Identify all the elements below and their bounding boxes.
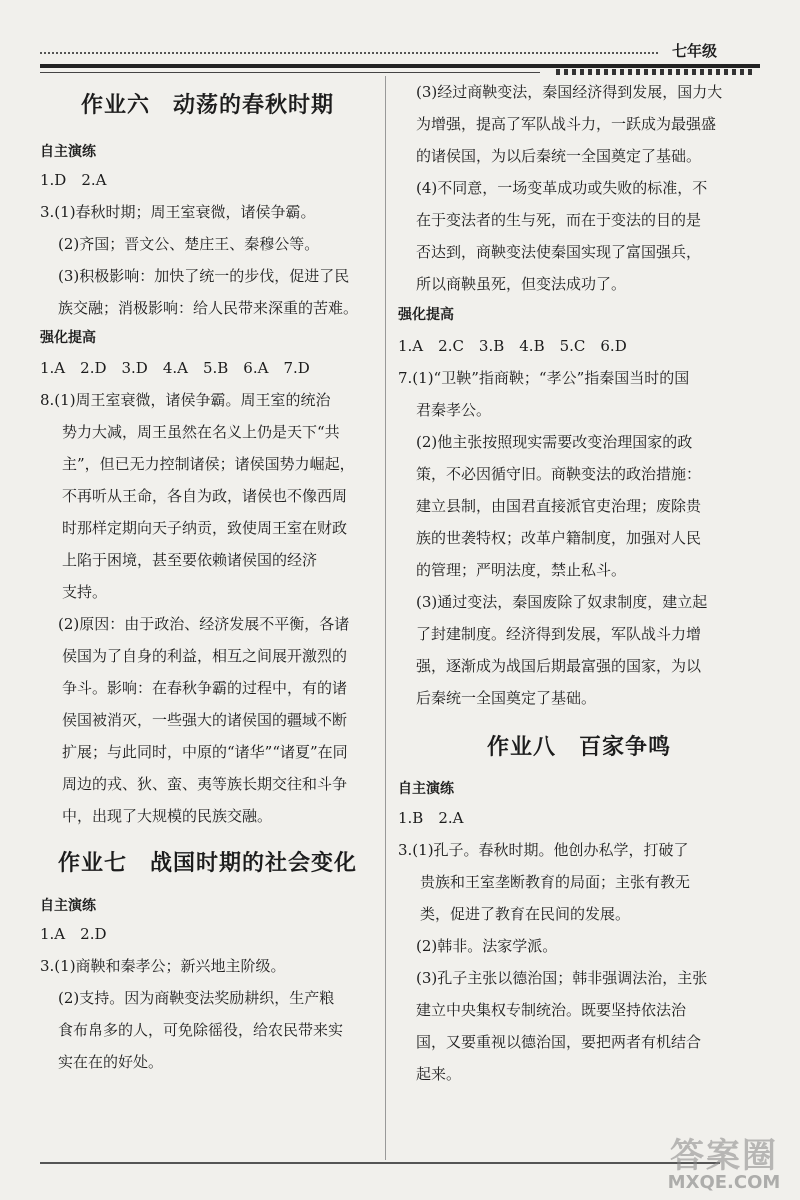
answer-line: (3)孔子主张以德治国；韩非强调法治，主张 xyxy=(416,969,708,987)
answer-line: 的诸侯国，为以后秦统一全国奠定了基础。 xyxy=(416,147,702,165)
answer-line: 侯国为了自身的利益，相互之间展开激烈的 xyxy=(62,647,348,665)
answer-line: (3)经过商鞅变法，秦国经济得到发展，国力大 xyxy=(416,83,723,101)
header-grade: 七年级 xyxy=(672,42,718,60)
answer-line: (2)他主张按照现实需要改变治理国家的政 xyxy=(416,433,693,451)
watermark-url: MXQE.COM xyxy=(667,1172,781,1193)
answer-line: 上陷于困境，甚至要依赖诸侯国的经济 xyxy=(62,551,318,569)
header-rule xyxy=(40,64,760,68)
answer-line: (2)支持。因为商鞅变法奖励耕织，生产粮 xyxy=(58,989,335,1007)
right-column xyxy=(398,76,760,1090)
answer-line: 周边的戎、狄、蛮、夷等族长期交往和斗争 xyxy=(62,775,348,793)
answer-line: 8.(1)周王室衰微，诸侯争霸。周王室的统治 xyxy=(40,391,331,409)
answer-line: 1.A 2.C 3.B 4.B 5.C 6.D xyxy=(398,337,627,355)
subheading-practice: 自主演练 xyxy=(40,144,96,160)
subheading-improve: 强化提高 xyxy=(40,330,96,346)
answer-line: 起来。 xyxy=(416,1065,462,1083)
section-title-7: 作业七 战国时期的社会变化 xyxy=(57,851,357,876)
answer-line: 不再听从王命，各自为政，诸侯也不像西周 xyxy=(62,487,348,505)
answer-line: 强，逐渐成为战国后期最富强的国家，为以 xyxy=(416,657,702,675)
answer-line: 类，促进了教育在民间的发展。 xyxy=(420,905,631,923)
subheading-practice: 自主演练 xyxy=(398,781,454,797)
answer-line: 的管理；严明法度，禁止私斗。 xyxy=(416,561,627,579)
answer-line: 1.D 2.A xyxy=(40,171,107,189)
answer-line: 建立中央集权专制统治。既要坚持依法治 xyxy=(416,1001,687,1019)
answer-line: 3.(1)孔子。春秋时期。他创办私学，打破了 xyxy=(398,841,689,859)
answer-line: (2)韩非。法家学派。 xyxy=(416,937,558,955)
answer-line: 族交融；消极影响：给人民带来深重的苦难。 xyxy=(58,299,359,317)
answer-line: 否达到，商鞅变法使秦国实现了富国强兵， xyxy=(416,243,702,261)
answer-line: (2)齐国；晋文公、楚庄王、秦穆公等。 xyxy=(58,235,320,253)
answer-line: 侯国被消灭，一些强大的诸侯国的疆域不断 xyxy=(62,711,348,729)
answer-line: 势力大减，周王虽然在名义上仍是天下“共 xyxy=(62,423,340,441)
answer-line: 时那样定期向天子纳贡，致使周王室在财政 xyxy=(62,519,348,537)
answer-line: 君秦孝公。 xyxy=(416,401,492,419)
answer-line: (2)原因：由于政治、经济发展不平衡，各诸 xyxy=(58,615,350,633)
watermark-text: 答案圈 xyxy=(670,1136,778,1176)
answer-line: 族的世袭特权；改革户籍制度，加强对人民 xyxy=(416,529,702,547)
answer-line: (3)通过变法，秦国废除了奴隶制度，建立起 xyxy=(416,593,708,611)
answer-line: 所以商鞅虽死，但变法成功了。 xyxy=(416,275,627,293)
answer-line: 扩展；与此同时，中原的“诸华”“诸夏”在同 xyxy=(62,743,348,761)
answer-line: 在于变法者的生与死，而在于变法的目的是 xyxy=(416,211,702,229)
answer-line: 策，不必因循守旧。商鞅变法的政治措施： xyxy=(416,465,702,483)
answer-line: (3)积极影响：加快了统一的步伐，促进了民 xyxy=(58,267,350,285)
answer-line: 主”，但已无力控制诸侯；诸侯国势力崛起， xyxy=(62,455,355,473)
answer-line: 国，又要重视以德治国，要把两者有机结合 xyxy=(416,1033,702,1051)
watermark-logo xyxy=(650,1128,798,1196)
answer-line: 7.(1)“卫鞅”指商鞅；“孝公”指秦国当时的国 xyxy=(398,369,690,387)
answer-line: 贵族和王室垄断教育的局面；主张有教无 xyxy=(420,873,691,891)
section-title-6: 作业六 动荡的春秋时期 xyxy=(80,93,334,118)
left-column xyxy=(40,76,375,1078)
answer-line: (4)不同意，一场变革成功或失败的标准，不 xyxy=(416,179,708,197)
subheading-improve: 强化提高 xyxy=(398,307,454,323)
footer-rule xyxy=(40,1162,720,1164)
column-divider xyxy=(385,76,386,1160)
header-dotted-line xyxy=(40,52,658,54)
answer-line: 实在在的好处。 xyxy=(58,1053,164,1071)
answer-line: 争斗。影响：在春秋争霸的过程中，有的诸 xyxy=(62,679,348,697)
answer-line: 了封建制度。经济得到发展，军队战斗力增 xyxy=(416,625,702,643)
header-thin-rule xyxy=(40,72,540,73)
answer-line: 1.A 2.D 3.D 4.A 5.B 6.A 7.D xyxy=(40,359,310,377)
subheading-practice: 自主演练 xyxy=(40,898,96,914)
section-title-8: 作业八 百家争鸣 xyxy=(486,735,671,760)
answer-line: 支持。 xyxy=(62,583,108,601)
answer-line: 1.A 2.D xyxy=(40,925,107,943)
answer-line: 1.B 2.A xyxy=(398,809,464,827)
answer-line: 中，出现了大规模的民族交融。 xyxy=(62,807,273,825)
answer-line: 建立县制，由国君直接派官吏治理；废除贵 xyxy=(416,497,702,515)
answer-line: 后秦统一全国奠定了基础。 xyxy=(416,689,597,707)
answer-line: 食布帛多的人，可免除徭役，给农民带来实 xyxy=(58,1021,344,1039)
header-decoration xyxy=(556,69,756,75)
answer-line: 3.(1)商鞅和秦孝公；新兴地主阶级。 xyxy=(40,957,286,975)
answer-line: 为增强，提高了军队战斗力，一跃成为最强盛 xyxy=(416,115,717,133)
answer-line: 3.(1)春秋时期；周王室衰微，诸侯争霸。 xyxy=(40,203,316,221)
